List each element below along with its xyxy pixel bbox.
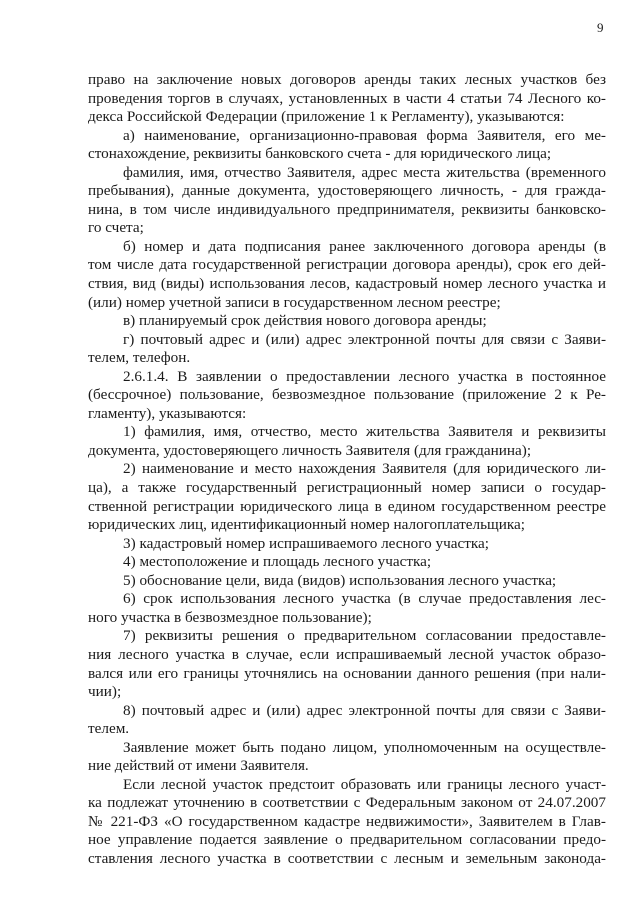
text-line: ца), а также государственный регистрационный номер записи о государ- xyxy=(88,479,606,497)
text-line: а) наименование, организационно-правовая форма Заявителя, его ме- xyxy=(123,126,606,144)
text-line: 2) наименование и место нахождения Заявителя (для юридического ли- xyxy=(123,460,606,478)
text-line: в) планируемый срок действия нового договора аренды; xyxy=(123,312,487,330)
text-line: вался или его границы уточнялись на основании данного решения (при нали- xyxy=(88,664,606,682)
text-line: право на заключение новых договоров аренды таких лесных участков без xyxy=(88,71,606,88)
paragraph xyxy=(88,739,606,776)
paragraph xyxy=(88,535,606,554)
text-line: 7) реквизиты решения о предварительном согласовании предоставле- xyxy=(123,627,606,645)
text-line: ставления лесного участка в соответствии с лесным и земельным законода- xyxy=(88,849,606,867)
text-line: фамилия, имя, отчество Заявителя, адрес места жительства (временного xyxy=(123,163,606,181)
text-line: телем. xyxy=(88,720,130,738)
text-line: 8) почтовый адрес и (или) адрес электронной почты для связи с Заяви- xyxy=(123,701,606,719)
text-line: (или) номер учетной записи в государственном лесном реестре; xyxy=(88,293,501,311)
text-line: № 221-ФЗ «О государственном кадастре недвижимости», Заявителем в Глав- xyxy=(88,812,606,830)
paragraph xyxy=(88,368,606,424)
text-line: ственной регистрации юридического лица в едином государственном реестре xyxy=(88,497,606,515)
page-number: 9 xyxy=(597,20,604,35)
text-line: ка подлежат уточнению в соответствии с Федеральным законом от 24.07.2007 xyxy=(88,794,606,812)
document-body xyxy=(88,71,606,869)
text-line: декса Российской Федерации (приложение 1 к Регламенту), указываются: xyxy=(88,108,565,126)
paragraph xyxy=(88,312,606,331)
paragraph xyxy=(88,572,606,591)
text-line: ствия, вид (виды) использования лесов, кадастровый номер лесного участка и xyxy=(88,275,606,293)
text-line: ное управление подается заявление о предварительном согласовании предо- xyxy=(88,831,606,849)
text-line: (бессрочное) пользование, безвозмездное пользование (приложение 2 к Ре- xyxy=(88,386,606,404)
text-line: г) почтовый адрес и (или) адрес электронной почты для связи с Заяви- xyxy=(123,330,606,348)
text-line: нина, в том числе индивидуального предпринимателя, реквизиты банковско- xyxy=(88,200,606,218)
text-line: телем, телефон. xyxy=(88,349,191,367)
text-line: чии); xyxy=(88,683,122,701)
text-line: 5) обоснование цели, вида (видов) использования лесного участка; xyxy=(123,571,557,589)
text-line: ние действий от имени Заявителя. xyxy=(88,757,309,775)
text-line: б) номер и дата подписания ранее заключенного договора аренды (в xyxy=(123,237,606,255)
paragraph xyxy=(88,164,606,238)
paragraph xyxy=(88,776,606,869)
paragraph xyxy=(88,127,606,164)
text-line: ного участка в безвозмездное пользование); xyxy=(88,608,372,626)
text-line: 2.6.1.4. В заявлении о предоставлении лесного участка в постоянное xyxy=(123,367,606,385)
text-line: Заявление может быть подано лицом, уполномоченным на осуществле- xyxy=(123,738,606,756)
text-line: юридических лиц, идентификационный номер налогоплательщика; xyxy=(88,516,525,534)
paragraph xyxy=(88,590,606,627)
text-line: ния лесного участка в случае, если испрашиваемый лесной участок образо- xyxy=(88,645,606,663)
text-line: 1) фамилия, имя, отчество, место жительства Заявителя и реквизиты xyxy=(123,423,606,441)
paragraph xyxy=(88,238,606,312)
text-line: гламенту), указываются: xyxy=(88,404,247,422)
text-line: го счета; xyxy=(88,219,144,237)
paragraph xyxy=(88,460,606,534)
paragraph xyxy=(88,423,606,460)
text-line: 3) кадастровый номер испрашиваемого лесного участка; xyxy=(123,534,489,552)
text-line: 6) срок использования лесного участка (в случае предоставления лес- xyxy=(123,590,606,608)
paragraph xyxy=(88,331,606,368)
paragraph xyxy=(88,71,606,127)
paragraph xyxy=(88,702,606,739)
paragraph xyxy=(88,553,606,572)
text-line: проведения торгов в случаях, установленных в части 4 статьи 74 Лесного ко- xyxy=(88,89,606,107)
text-line: документа, удостоверяющего личность Заявителя (для гражданина); xyxy=(88,441,532,459)
text-line: Если лесной участок предстоит образовать или границы лесного участ- xyxy=(123,775,606,793)
text-line: том числе дата государственной регистрации договора аренды), срок его дей- xyxy=(88,256,606,274)
text-line: стонахождение, реквизиты банковского счета - для юридического лица; xyxy=(88,145,552,163)
text-line: пребывания), данные документа, удостоверяющего личность, - для гражда- xyxy=(88,182,606,200)
text-line: 4) местоположение и площадь лесного участка; xyxy=(123,553,432,571)
paragraph xyxy=(88,627,606,701)
